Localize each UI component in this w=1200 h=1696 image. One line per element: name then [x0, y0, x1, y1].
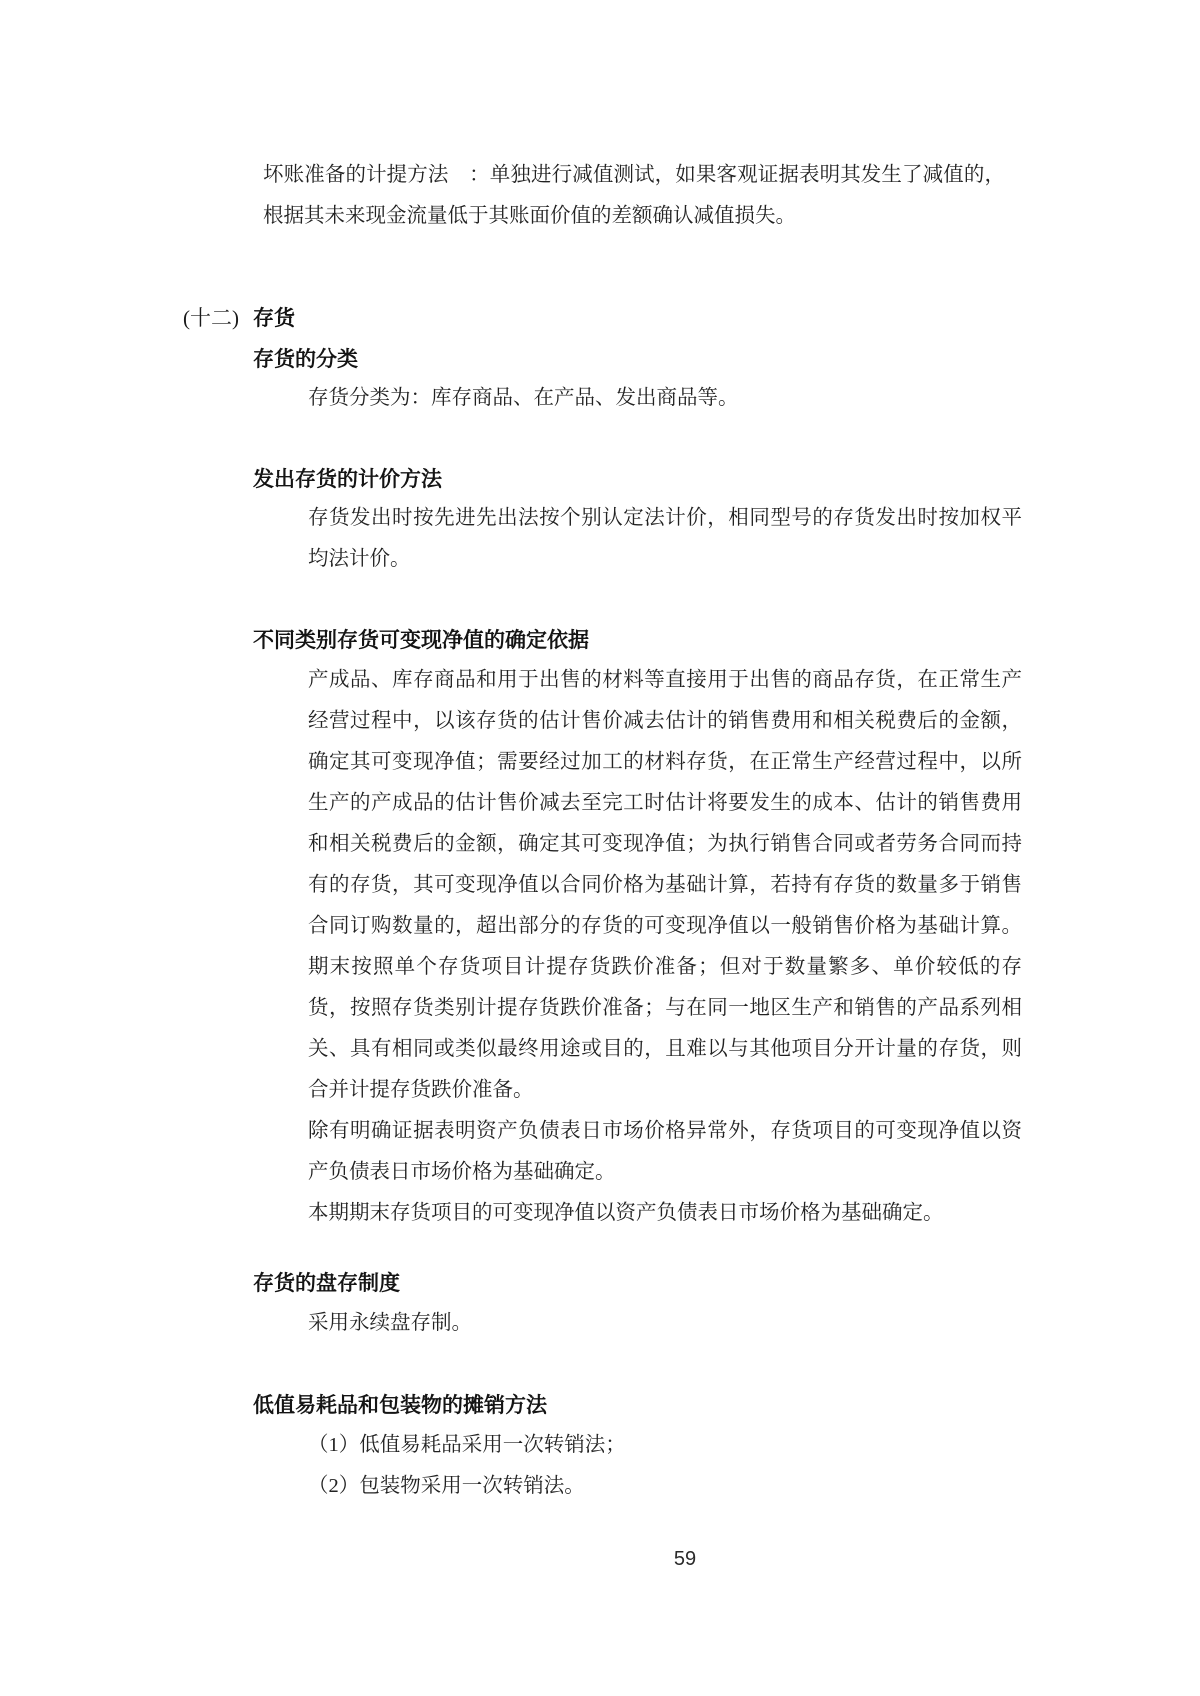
paragraph: 本期期末存货项目的可变现净值以资产负债表日市场价格为基础确定。 [308, 1202, 944, 1224]
subsection-body-inventory-classification [308, 378, 1022, 419]
subsection-heading-inventory-count-system: 存货的盘存制度 [253, 1271, 400, 1295]
section-number: (十二) [183, 306, 239, 330]
paragraph: （1）低值易耗品采用一次转销法； [308, 1434, 626, 1456]
section-heading [0, 298, 1200, 339]
subsection-body-issued-inventory-valuation [308, 498, 1022, 580]
paragraph: （2）包装物采用一次转销法。 [308, 1475, 585, 1497]
subsection-body-inventory-count-system [308, 1303, 1022, 1344]
paragraph: 产成品、库存商品和用于出售的材料等直接用于出售的商品存货，在正常生产经营过程中，以该存货的估计售价减去估计的销售费用和相关税费后的金额，确定其可变现净值；需要经过加工的材料存货，在正常生产经营过程中，以所生产的产成品的估计售价减去至完工时估计将要发生的成本、估计的销售费用和相关税费后的金额，确定其可变现净值；为执行销售合同或者劳务合同而持有的存货，其可变现净值以合同价格为基础计算，若持有存货的数量多于销售合同订购数量的，超出部分的存货的可变现净值以一般销售价格为基础计算。期末按照单个存货项目计提存货跌价准备；但对于数量繁多、单价较低的存货，按照存货类别计提存货跌价准备；与在同一地区生产和销售的产品系列相关、具有相同或类似最终用途或目的，且难以与其他项目分开计量的存货，则合并计提存货跌价准备。 [308, 669, 1022, 1101]
page-number: 59 [673, 1548, 697, 1570]
intro-paragraph: 坏账准备的计提方法 ：单独进行减值测试，如果客观证据表明其发生了减值的，根据其未来现金流量低于其账面价值的差额确认减值损失。 [263, 164, 1005, 227]
paragraph: 存货发出时按先进先出法按个别认定法计价，相同型号的存货发出时按加权平均法计价。 [308, 507, 1022, 570]
subsection-body-low-value-consumables-amortization [308, 1425, 1022, 1507]
paragraph: 除有明确证据表明资产负债表日市场价格异常外，存货项目的可变现净值以资产负债表日市场价格为基础确定。 [308, 1120, 1022, 1183]
subsection-heading-inventory-classification: 存货的分类 [253, 347, 358, 371]
subsection-heading-low-value-consumables-amortization: 低值易耗品和包装物的摊销方法 [253, 1393, 547, 1417]
subsection-heading-net-realizable-value-basis: 不同类别存货可变现净值的确定依据 [253, 628, 589, 652]
section-title: 存货 [253, 306, 295, 330]
subsection-body-net-realizable-value-basis [308, 660, 1022, 1234]
subsection-heading-issued-inventory-valuation: 发出存货的计价方法 [253, 467, 442, 491]
paragraph: 采用永续盘存制。 [308, 1312, 472, 1334]
paragraph: 存货分类为：库存商品、在产品、发出商品等。 [308, 387, 739, 409]
